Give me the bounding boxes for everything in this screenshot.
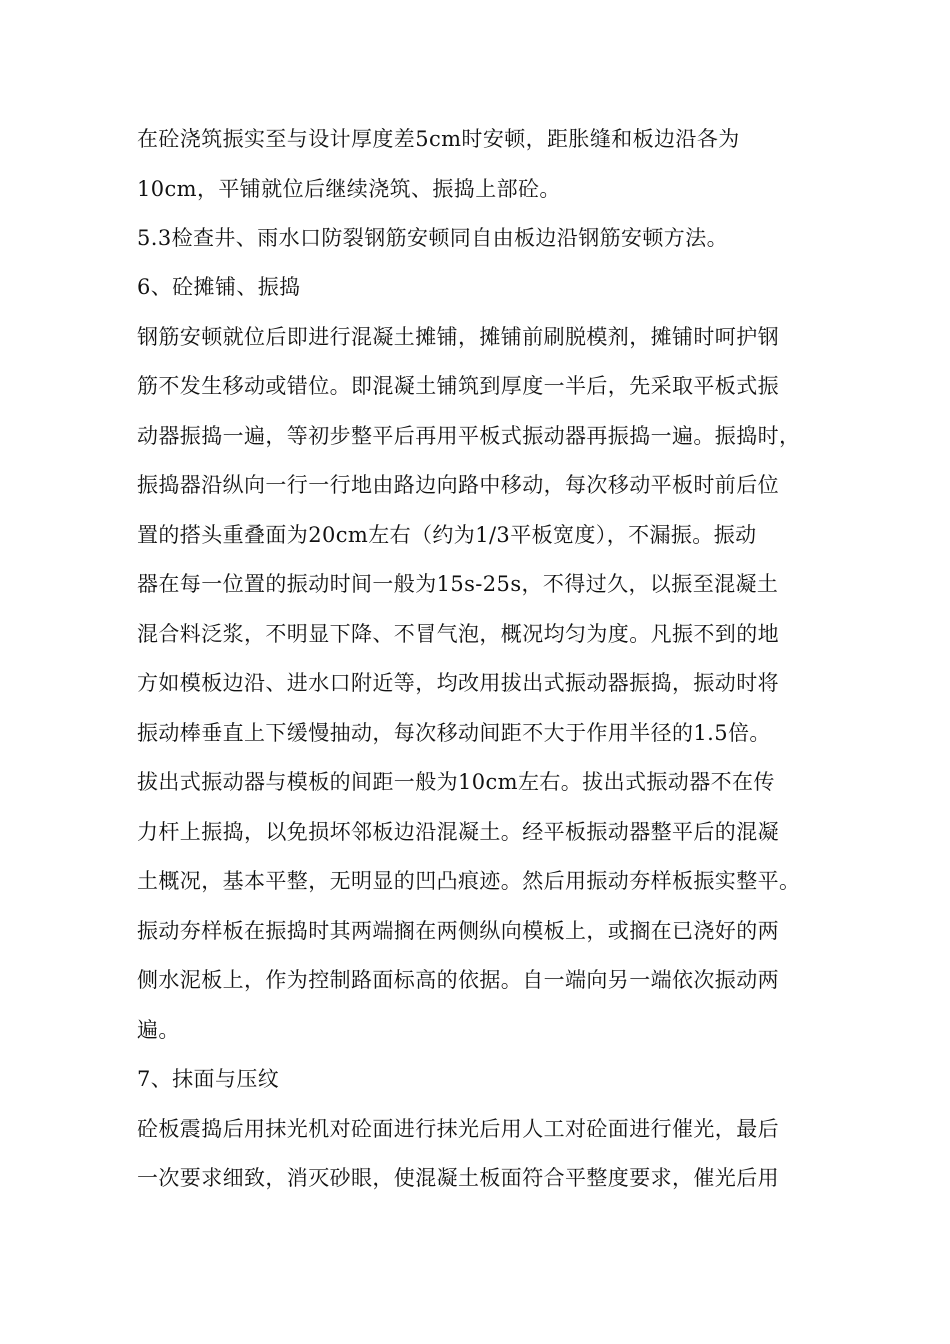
- text-line: 在砼浇筑振实至与设计厚度差5cm时安顿，距胀缝和板边沿各为: [137, 127, 740, 151]
- section-heading: 6、砼摊铺、振捣: [137, 275, 301, 299]
- text-line: 钢筋安顿就位后即进行混凝土摊铺，摊铺前刷脱模剂，摊铺时呵护钢: [137, 325, 779, 349]
- text-line: 遍。: [137, 1018, 180, 1042]
- text-line: 筋不发生移动或错位。即混凝土铺筑到厚度一半后，先采取平板式振: [137, 374, 779, 398]
- text-line: 10cm，平铺就位后继续浇筑、振捣上部砼。: [137, 177, 561, 201]
- section-heading: 7、抹面与压纹: [137, 1067, 280, 1091]
- text-line: 振动棒垂直上下缓慢抽动，每次移动间距不大于作用半径的1.5倍。: [137, 721, 771, 745]
- text-line: 振动夯样板在振捣时其两端搁在两侧纵向模板上，或搁在已浇好的两: [137, 919, 779, 943]
- text-line: 一次要求细致，消灭砂眼，使混凝土板面符合平整度要求，催光后用: [137, 1166, 779, 1190]
- text-line: 砼板震捣后用抹光机对砼面进行抹光后用人工对砼面进行催光，最后: [137, 1117, 779, 1141]
- text-line: 混合料泛浆，不明显下降、不冒气泡，概况均匀为度。凡振不到的地: [137, 622, 779, 646]
- text-line: 土概况，基本平整，无明显的凹凸痕迹。然后用振动夯样板振实整平。: [137, 869, 801, 893]
- text-line: 振捣器沿纵向一行一行地由路边向路中移动，每次移动平板时前后位: [137, 473, 779, 497]
- text-line: 动器振捣一遍，等初步整平后再用平板式振动器再振捣一遍。振捣时，: [137, 424, 801, 448]
- text-line: 器在每一位置的振动时间一般为15s-25s，不得过久，以振至混凝土: [137, 572, 779, 596]
- text-line: 方如模板边沿、进水口附近等，均改用拔出式振动器振捣，振动时将: [137, 671, 779, 695]
- text-line: 拔出式振动器与模板的间距一般为10cm左右。拔出式振动器不在传: [137, 770, 775, 794]
- text-line: 力杆上振捣，以免损坏邻板边沿混凝土。经平板振动器整平后的混凝: [137, 820, 779, 844]
- text-line: 5.3检查井、雨水口防裂钢筋安顿同自由板边沿钢筋安顿方法。: [137, 226, 728, 250]
- text-line: 侧水泥板上，作为控制路面标高的依据。自一端向另一端依次振动两: [137, 968, 779, 992]
- text-line: 置的搭头重叠面为20cm左右（约为1/3平板宽度），不漏振。振动: [137, 523, 757, 547]
